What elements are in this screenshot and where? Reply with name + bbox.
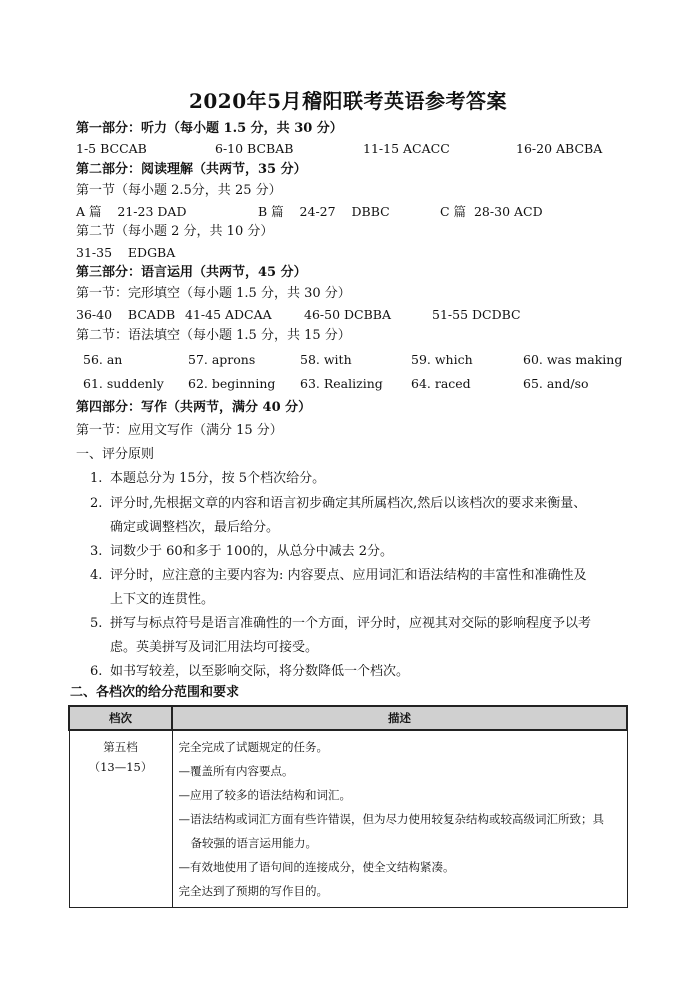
grading-table — [68, 705, 628, 908]
grammar-answer: 59. which — [411, 352, 473, 367]
principle-text: 拼写与标点符号是语言准确性的一个方面，评分时，应视其对交际的影响程度予以考 — [110, 616, 592, 631]
principle-continuation: 确定或调整档次，最后给分。 — [110, 520, 280, 535]
principle-number: 6. — [90, 664, 103, 679]
description-line: —覆盖所有内容要点。 — [178, 764, 294, 778]
principle-continuation: 上下文的连贯性。 — [110, 592, 215, 607]
answer-group: B 篇 24-27 DBBC — [258, 204, 390, 219]
part4-sec1-heading: 第一节：应用文写作（满分 15 分） — [76, 423, 283, 438]
grammar-answer: 56. an — [83, 352, 123, 367]
principle-item — [90, 564, 635, 612]
grammar-answer: 63. Realizing — [300, 376, 383, 391]
answer-group: 51-55 DCDBC — [432, 307, 521, 322]
part3-sec2-heading: 第二节：语法填空（每小题 1.5 分，共 15 分） — [76, 328, 351, 343]
description-line: —语法结构或词汇方面有些许错误，但为尽力使用较复杂结构或较高级词汇所致；具 — [178, 812, 604, 826]
grammar-answer: 64. raced — [411, 376, 471, 391]
principle-continuation: 虑。英美拼写及词汇用法均可接受。 — [110, 640, 319, 655]
page-title: 2020年5月稽阳联考英语参考答案 — [188, 89, 508, 113]
principle-item — [90, 660, 635, 684]
grading-heading: 二、各档次的给分范围和要求 — [70, 685, 240, 700]
grammar-answer: 57. aprons — [188, 352, 256, 367]
part3-sec1-heading: 第一节：完形填空（每小题 1.5 分，共 30 分） — [76, 286, 351, 301]
answer-group: 41-45 ADCAA — [185, 307, 272, 322]
principle-text: 评分时，应注意的主要内容为: 内容要点、应用词汇和语法结构的丰富性和准确性及 — [110, 568, 587, 583]
principle-number: 2. — [90, 496, 103, 511]
description-line: 备较强的语言运用能力。 — [190, 836, 317, 850]
principle-number: 3. — [90, 544, 103, 559]
part2-sec1-heading: 第一节（每小题 2.5分，共 25 分） — [76, 183, 282, 198]
part3-heading: 第三部分：语言运用（共两节，45 分） — [76, 265, 307, 280]
answer-group: 36-40 BCADB — [76, 307, 176, 322]
principle-text: 词数少于 60和多于 100的，从总分中减去 2分。 — [110, 544, 394, 559]
principle-item — [90, 540, 635, 564]
column-header-level: 档次 — [69, 706, 172, 730]
principle-number: 4. — [90, 568, 103, 583]
answer-group: 11-15 ACACC — [363, 141, 450, 156]
part1-heading: 第一部分：听力（每小题 1.5 分，共 30 分） — [76, 121, 343, 136]
principle-text: 本题总分为 15分，按 5个档次给分。 — [110, 471, 326, 486]
principle-item — [90, 612, 635, 660]
principle-number: 1. — [90, 471, 103, 486]
table-header-row — [69, 706, 627, 730]
grammar-answer: 58. with — [300, 352, 352, 367]
description-line: —应用了较多的语法结构和词汇。 — [178, 788, 351, 802]
principle-item — [90, 467, 635, 491]
level-range: （13—15） — [88, 760, 153, 774]
grammar-answer: 61. suddenly — [83, 376, 164, 391]
principle-number: 5. — [90, 616, 103, 631]
description-cell — [172, 730, 627, 908]
description-line: —有效地使用了语句间的连接成分，使全文结构紧凑。 — [178, 860, 455, 874]
description-line: 完全完成了试题规定的任务。 — [178, 740, 328, 754]
level-name: 第五档 — [103, 740, 138, 754]
answer-group: C 篇 28-30 ACD — [440, 204, 543, 219]
principle-text: 如书写较差，以至影响交际，将分数降低一个档次。 — [110, 664, 410, 679]
grammar-answer: 62. beginning — [188, 376, 276, 391]
description-line: 完全达到了预期的写作目的。 — [178, 884, 328, 898]
answer-group: A 篇 21-23 DAD — [76, 204, 187, 219]
answer-group: 16-20 ABCBA — [516, 141, 603, 156]
grammar-answer: 60. was making — [523, 352, 623, 367]
part4-heading: 第四部分：写作（共两节，满分 40 分） — [76, 400, 312, 415]
table-row — [69, 730, 627, 908]
principle-text: 评分时,先根据文章的内容和语言初步确定其所属档次,然后以该档次的要求来衡量、 — [110, 496, 587, 511]
grammar-answer: 65. and/so — [523, 376, 589, 391]
answer-group: 46-50 DCBBA — [304, 307, 391, 322]
column-header-description: 描述 — [172, 706, 627, 730]
principles-heading: 一、评分原则 — [76, 447, 155, 462]
principle-item — [90, 492, 635, 540]
part2-heading: 第二部分：阅读理解（共两节，35 分） — [76, 162, 307, 177]
answer-group: 31-35 EDGBA — [76, 245, 176, 260]
level-cell — [69, 730, 172, 908]
part2-sec2-heading: 第二节（每小题 2 分，共 10 分） — [76, 224, 274, 239]
answer-group: 1-5 BCCAB — [76, 141, 147, 156]
answer-group: 6-10 BCBAB — [215, 141, 294, 156]
